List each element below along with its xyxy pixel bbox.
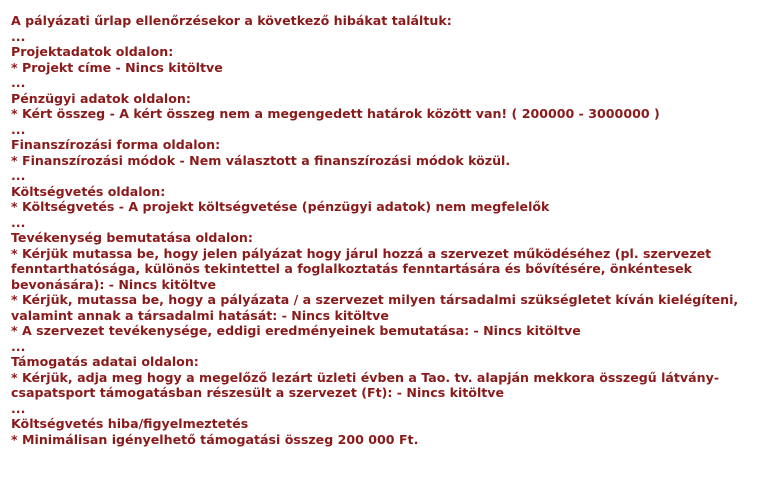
separator-ellipsis: ... <box>11 75 26 90</box>
error-item-finanszirozasi-modok: * Finanszírozási módok - Nem választott a finanszírozási módok közül. <box>11 152 511 168</box>
error-item-latvany-csapatsport: * Kérjük, adja meg hogy a megelőző lezárt üzleti évben a Tao. tv. alapján mekkora összegű látvány-csapatsport támogatásban részesült a szervezet (Ft): - Nincs kitöltve <box>11 369 720 400</box>
section-title-koltsegvetes-hiba: Költségvetés hiba/figyelmeztetés <box>11 416 249 431</box>
separator-ellipsis: ... <box>11 214 26 230</box>
validation-error-report <box>11 13 751 447</box>
section-title-tevekenyseg-bemutatasa: Tevékenység bemutatása oldalon: <box>11 230 253 245</box>
separator-ellipsis: ... <box>11 168 26 183</box>
separator-ellipsis: ... <box>11 121 26 137</box>
separator-ellipsis: ... <box>11 400 26 416</box>
error-item-minimalis-osszeg: * Minimálisan igényelhető támogatási összeg 200 000 Ft. <box>11 431 419 447</box>
error-item-mukodes-hozzajarulas: * Kérjük mutassa be, hogy jelen pályázat hogy járul hozzá a szervezet működéséhez (pl. szervezet fenntarthatósága, különös tekintettel a foglalkoztatás fenntartására és bővítésére, önkéntesek bevonására): - Nincs kitöltve <box>11 245 712 292</box>
error-item-tarsadalmi-szukseglet: * Kérjük, mutassa be, hogy a pályázata / a szervezet milyen társadalmi szükségletet kíván kielégíteni, valamint annak a társadalmi hatását: - Nincs kitöltve <box>11 292 739 323</box>
section-title-finanszirozasi-forma: Finanszírozási forma oldalon: <box>11 137 221 152</box>
section-title-penzugyi-adatok: Pénzügyi adatok oldalon: <box>11 90 191 106</box>
error-item-projekt-cime: * Projekt címe - Nincs kitöltve <box>11 59 223 75</box>
section-title-projektadatok: Projektadatok oldalon: <box>11 44 174 59</box>
error-item-kert-osszeg: * Kért összeg - A kért összeg nem a megengedett határok között van! ( 200000 - 3000000 ) <box>11 106 660 121</box>
separator-ellipsis: ... <box>11 338 26 354</box>
error-item-koltsegvetes: * Költségvetés - A projekt költségvetése (pénzügyi adatok) nem megfelelők <box>11 199 550 214</box>
report-intro: A pályázati űrlap ellenőrzésekor a következő hibákat találtuk: <box>11 13 452 28</box>
separator-ellipsis: ... <box>11 28 26 44</box>
error-item-szervezet-tevekenysege: * A szervezet tevékenysége, eddigi eredményeinek bemutatása: - Nincs kitöltve <box>11 323 581 338</box>
section-title-koltsegvetes: Költségvetés oldalon: <box>11 183 166 199</box>
section-title-tamogatas-adatai: Támogatás adatai oldalon: <box>11 354 199 369</box>
